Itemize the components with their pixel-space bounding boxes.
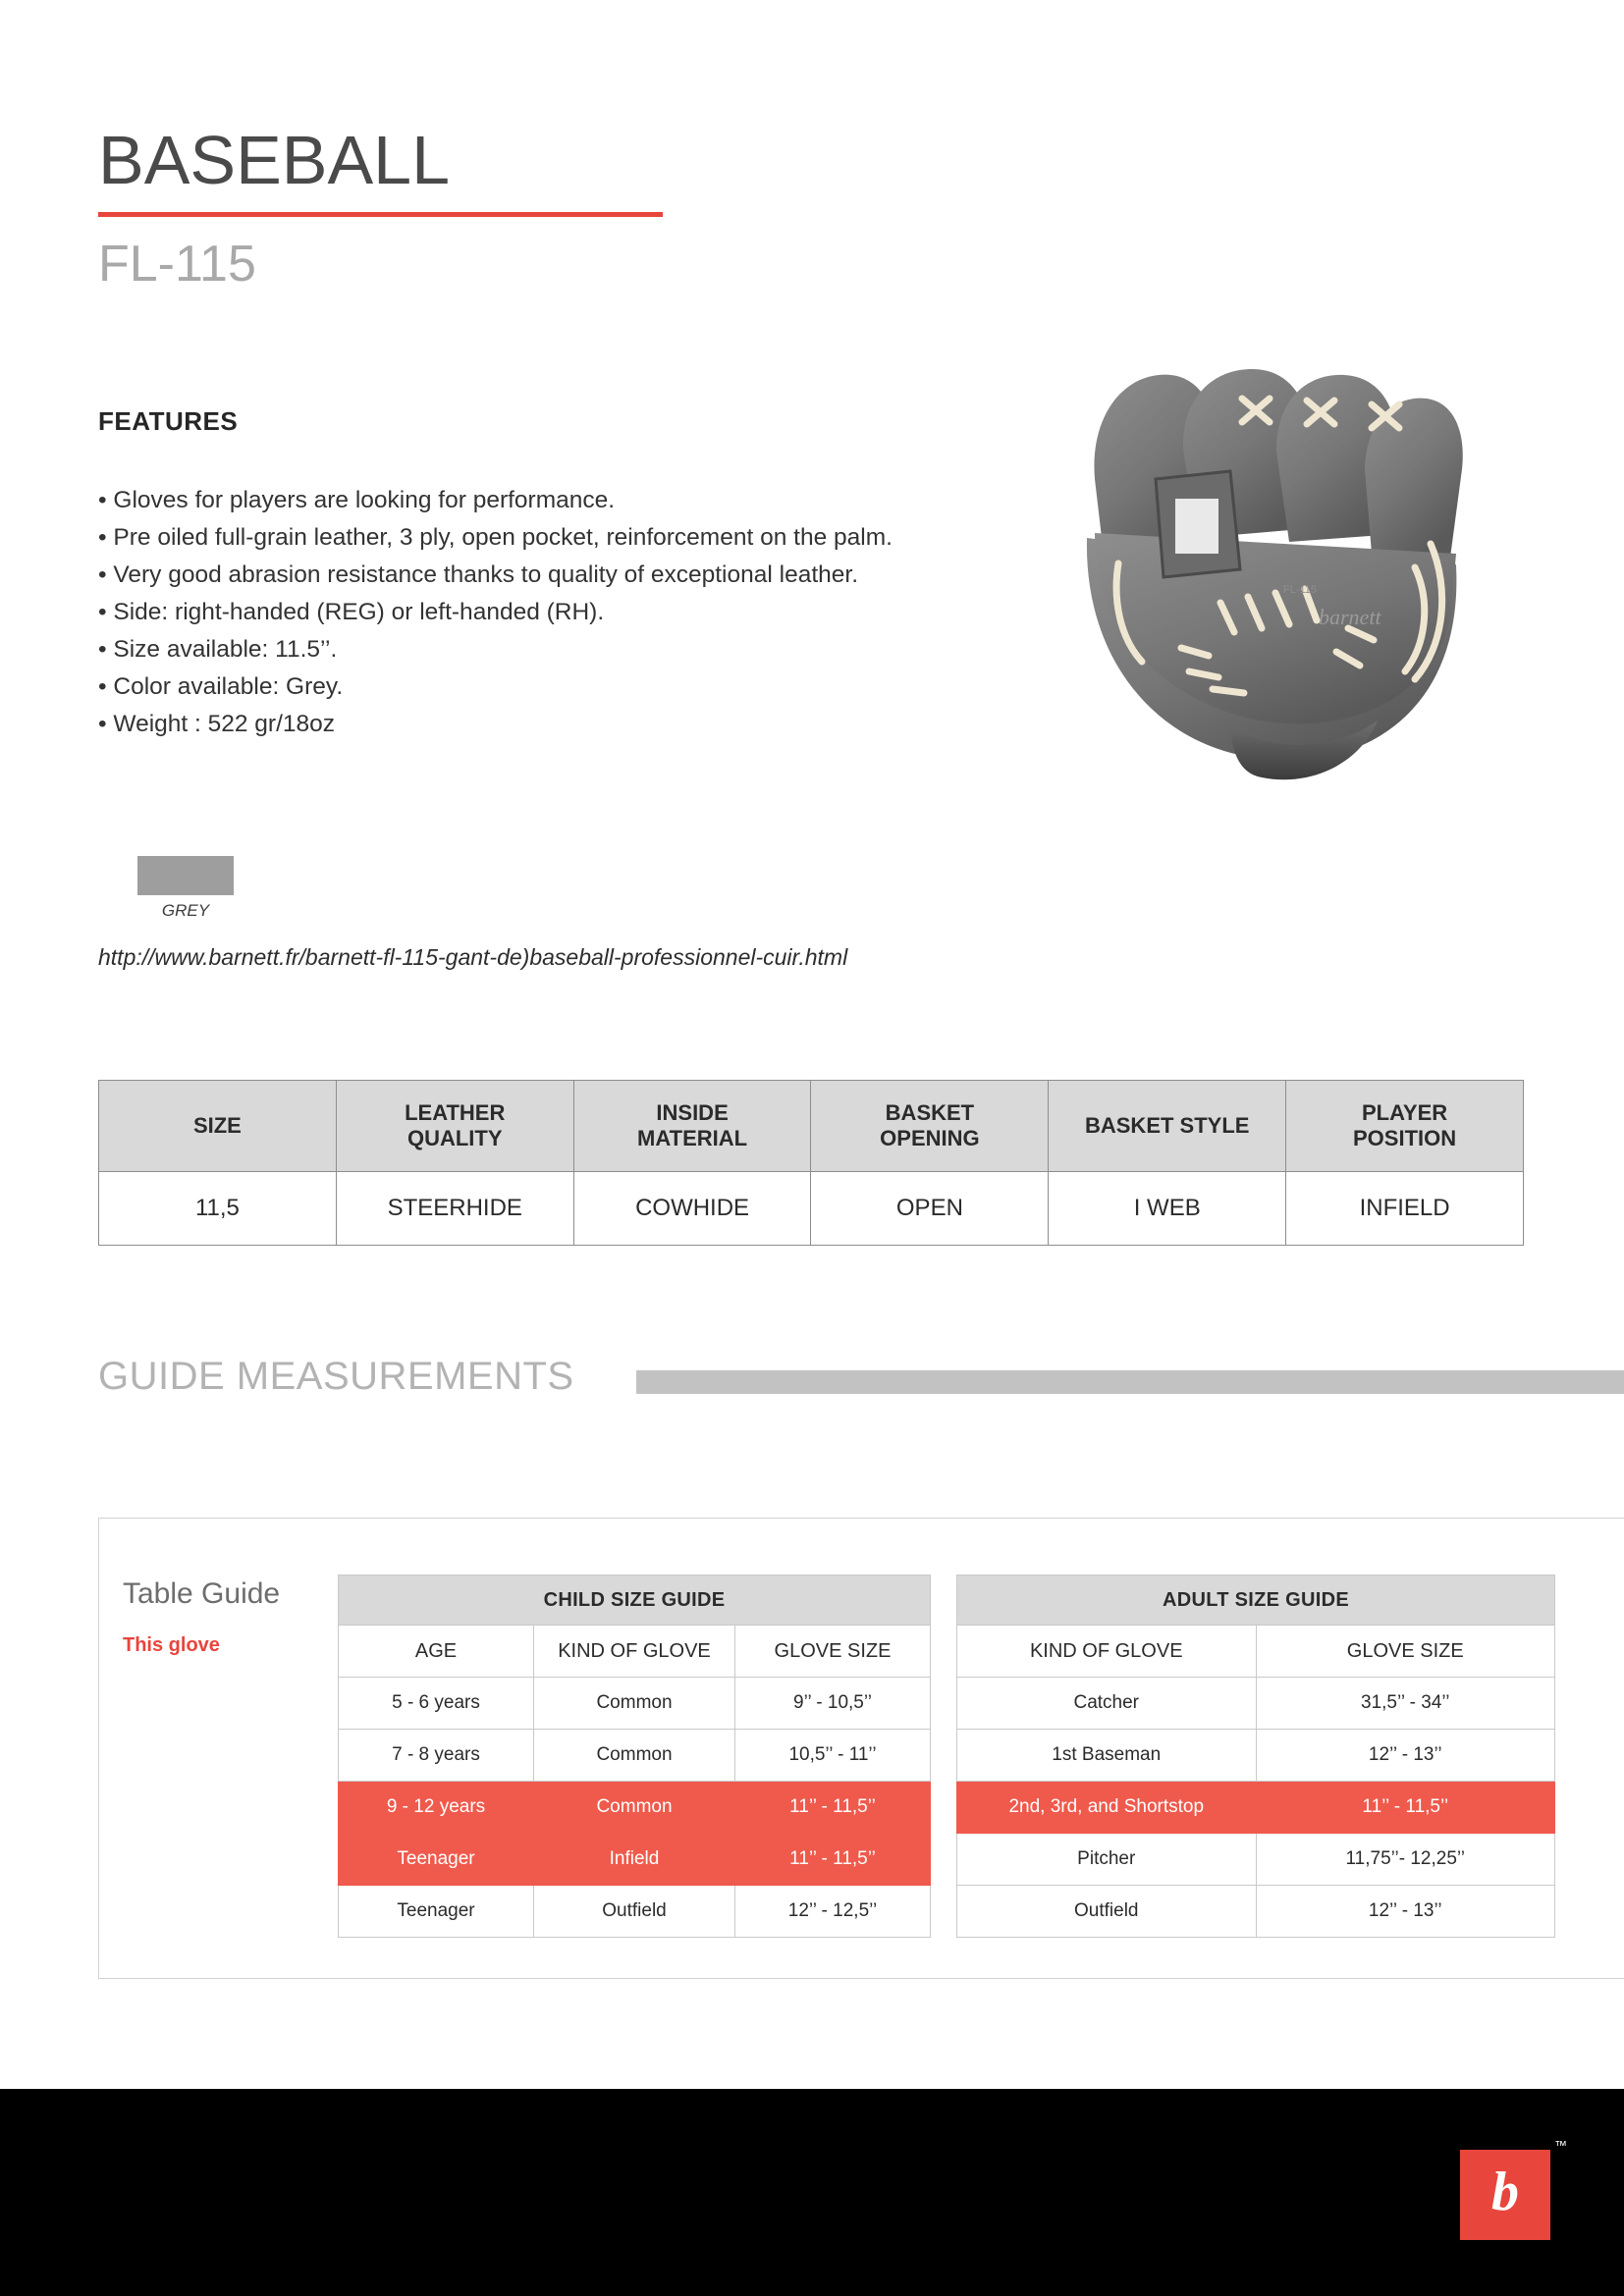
this-glove-note: This glove [123, 1634, 220, 1656]
spec-header-line: LEATHER [405, 1100, 506, 1126]
trademark-symbol: ™ [1554, 2138, 1567, 2153]
table-row [99, 1172, 1524, 1246]
specification-table [98, 1080, 1524, 1246]
spec-header-size [99, 1081, 337, 1172]
table-row [957, 1834, 1555, 1886]
table-row [957, 1678, 1555, 1730]
feature-item: • Very good abrasion resistance thanks to quality of exceptional leather. [98, 561, 858, 588]
table-caption-row [957, 1575, 1555, 1626]
cell-kind: Outfield [957, 1886, 1257, 1938]
cell-size: 9’’ - 10,5’’ [735, 1678, 931, 1730]
logo-letter: b [1491, 2162, 1519, 2222]
cell-kind: 1st Baseman [957, 1730, 1257, 1782]
spec-header-line: MATERIAL [637, 1126, 748, 1150]
cell-size: 12’’ - 13’’ [1256, 1886, 1555, 1938]
adult-guide-caption: ADULT SIZE GUIDE [957, 1575, 1555, 1626]
feature-item: • Weight : 522 gr/18oz [98, 711, 336, 737]
table-row [957, 1730, 1555, 1782]
spec-header-line: SIZE [192, 1113, 242, 1139]
spec-header-basket-opening [811, 1081, 1049, 1172]
spec-header-line: PLAYER [1361, 1100, 1448, 1126]
features-heading: FEATURES [98, 406, 239, 436]
svg-text:barnett: barnett [1319, 605, 1381, 629]
table-header-row [339, 1626, 931, 1678]
guide-section-title: GUIDE MEASUREMENTS [98, 1355, 574, 1398]
cell-age: 9 - 12 years [339, 1782, 534, 1834]
spec-header-line: INSIDE [656, 1100, 729, 1126]
table-row [339, 1886, 931, 1938]
cell-size: 11’’ - 11,5’’ [735, 1782, 931, 1834]
cell-size: 10,5’’ - 11’’ [735, 1730, 931, 1782]
footer-bar [0, 2089, 1624, 2296]
color-swatch-label: GREY [161, 901, 210, 920]
color-swatch-group [137, 856, 234, 921]
title-block [98, 122, 884, 293]
feature-item: • Color available: Grey. [98, 673, 344, 700]
spec-header-basket-style [1049, 1081, 1286, 1172]
spec-header-line: BASKET STYLE [1084, 1113, 1250, 1139]
cell-size: 11’’ - 11,5’’ [1256, 1782, 1555, 1834]
model-number: FL-115 [98, 236, 256, 293]
table-row-highlighted [339, 1834, 931, 1886]
spec-value-basket-opening: OPEN [811, 1172, 1049, 1246]
cell-kind: Outfield [533, 1886, 734, 1938]
spec-value-leather-quality: STEERHIDE [336, 1172, 573, 1246]
cell-kind: 2nd, 3rd, and Shortstop [957, 1782, 1257, 1834]
cell-size: 11’’ - 11,5’’ [735, 1834, 931, 1886]
table-caption-row [339, 1575, 931, 1626]
adult-header-kind-of-glove: KIND OF GLOVE [957, 1626, 1257, 1678]
guide-section-bar [636, 1370, 1624, 1394]
adult-header-glove-size: GLOVE SIZE [1256, 1626, 1555, 1678]
child-header-age: AGE [339, 1626, 534, 1678]
color-swatch-grey [137, 856, 234, 895]
child-header-kind-of-glove: KIND OF GLOVE [533, 1626, 734, 1678]
spec-header-player-position [1286, 1081, 1524, 1172]
table-header-row [957, 1626, 1555, 1678]
feature-item: • Gloves for players are looking for performance. [98, 487, 616, 513]
title-underline [98, 212, 663, 217]
table-row-highlighted [957, 1782, 1555, 1834]
table-row [957, 1886, 1555, 1938]
cell-size: 12’’ - 13’’ [1256, 1730, 1555, 1782]
barnett-logo [1460, 2150, 1550, 2240]
spec-header-leather-quality [336, 1081, 573, 1172]
adult-size-guide-table [956, 1575, 1555, 1938]
child-header-glove-size: GLOVE SIZE [735, 1626, 931, 1678]
cell-age: Teenager [339, 1886, 534, 1938]
spec-header-line: POSITION [1353, 1126, 1457, 1150]
cell-age: 5 - 6 years [339, 1678, 534, 1730]
cell-kind: Infield [533, 1834, 734, 1886]
product-photo [1065, 361, 1478, 834]
svg-text:FL-115: FL-115 [1283, 584, 1318, 596]
cell-kind: Catcher [957, 1678, 1257, 1730]
spec-value-basket-style: I WEB [1049, 1172, 1286, 1246]
feature-item: • Pre oiled full-grain leather, 3 ply, open pocket, reinforcement on the palm. [98, 524, 893, 551]
table-row [339, 1730, 931, 1782]
baseball-glove-image [1065, 361, 1478, 834]
cell-size: 12’’ - 12,5’’ [735, 1886, 931, 1938]
feature-item: • Size available: 11.5’’. [98, 636, 338, 663]
product-url[interactable]: http://www.barnett.fr/barnett-fl-115-gant-de)baseball-professionnel-cuir.html [98, 944, 848, 970]
cell-kind: Common [533, 1782, 734, 1834]
table-row-highlighted [339, 1782, 931, 1834]
spec-value-player-position: INFIELD [1286, 1172, 1524, 1246]
cell-kind: Pitcher [957, 1834, 1257, 1886]
cell-kind: Common [533, 1678, 734, 1730]
child-size-guide-table [338, 1575, 931, 1938]
features-list [98, 483, 962, 744]
table-row [339, 1678, 931, 1730]
table-guide-label: Table Guide [123, 1577, 281, 1610]
cell-age: Teenager [339, 1834, 534, 1886]
page-title: BASEBALL [98, 122, 450, 198]
spec-value-inside-material: COWHIDE [573, 1172, 811, 1246]
child-guide-caption: CHILD SIZE GUIDE [339, 1575, 931, 1626]
spec-header-line: BASKET [885, 1100, 975, 1126]
cell-age: 7 - 8 years [339, 1730, 534, 1782]
cell-size: 31,5’’ - 34’’ [1256, 1678, 1555, 1730]
feature-item: • Side: right-handed (REG) or left-handed (RH). [98, 599, 605, 625]
spec-header-inside-material [573, 1081, 811, 1172]
spec-header-line: QUALITY [406, 1126, 503, 1150]
cell-kind: Common [533, 1730, 734, 1782]
table-header-row [99, 1081, 1524, 1172]
spec-value-size: 11,5 [99, 1172, 337, 1246]
cell-size: 11,75’’- 12,25’’ [1256, 1834, 1555, 1886]
spec-header-line: OPENING [880, 1126, 980, 1150]
